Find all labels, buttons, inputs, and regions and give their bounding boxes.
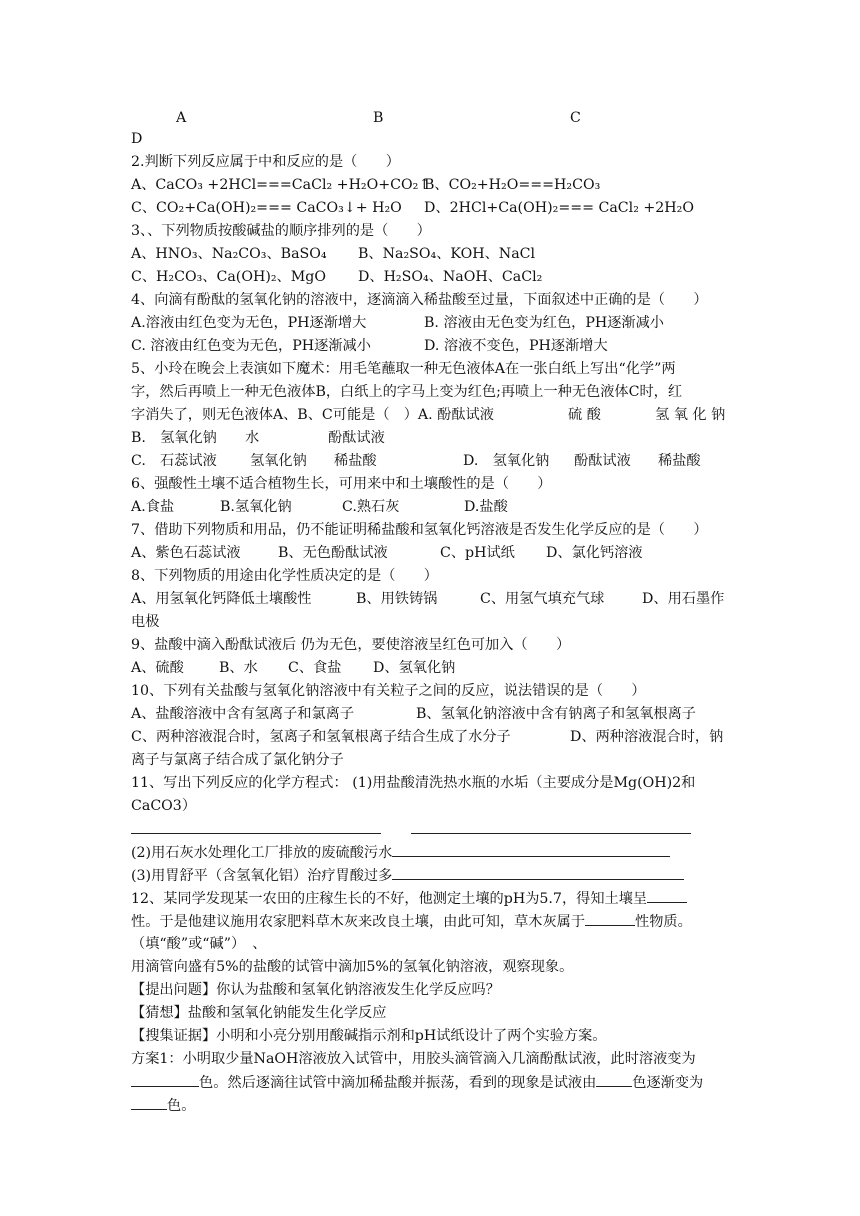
- q1-choice-b: B: [373, 110, 384, 126]
- plan1-text-2b: 色逐渐变为: [632, 1075, 704, 1091]
- q2-option-c: C、CO₂+Ca(OH)₂=== CaCO₃↓+ H₂O: [131, 200, 402, 216]
- q5-option-d-2: 酚酞试液: [574, 453, 631, 469]
- q5-option-a-3: 氢 氧 化 钠: [655, 407, 726, 423]
- q11-part-3: (3)用胃舒平（含氢氧化铝）治疗胃酸过多: [131, 868, 393, 884]
- plan1-text-2a: 色。然后逐滴往试管中滴加稀盐酸并振荡，看到的现象是试液由: [199, 1075, 597, 1091]
- plan1-text-3: 色。: [167, 1098, 196, 1114]
- q12-text-1: 12、某同学发现某一农田的庄稼生长的不好，他测定土壤的pH为5.7，得知土壤呈: [131, 891, 648, 907]
- q12-text-2b: 性物质。: [635, 914, 692, 930]
- q4-option-a: A.溶液由红色变为无色，PH逐渐增大: [131, 315, 367, 331]
- q4-option-c: C. 溶液由红色变为无色，PH逐渐减小: [131, 338, 371, 354]
- q8-stem: 8、下列物质的用途由化学性质决定的是（ ）: [131, 568, 438, 584]
- q12-line-2: [131, 910, 692, 933]
- q12-blank-2[interactable]: [585, 910, 635, 926]
- q11-blank-1a[interactable]: [131, 818, 381, 834]
- q6-option-c: C.熟石灰: [342, 499, 400, 515]
- q10-option-b: B、氢氧化钠溶液中含有钠离子和氢氧根离子: [416, 706, 696, 722]
- q12-blank-1[interactable]: [647, 887, 687, 903]
- q5-option-c-2: 氢氧化钠: [250, 453, 307, 469]
- q7-option-a: A、紫色石蕊试液: [131, 545, 241, 561]
- q7-option-d: D、氯化钙溶液: [546, 545, 643, 561]
- q2-option-a: A、CaCO₃ +2HCl===CaCl₂ +H₂O+CO₂↑: [131, 177, 431, 193]
- q5-line-1: 5、小玲在晚会上表演如下魔术：用毛笔蘸取一种无色液体A在一张白纸上写出“化学”两: [131, 361, 676, 377]
- q1-choice-d: D: [131, 131, 143, 147]
- q9-option-c: C、食盐: [288, 660, 342, 676]
- plan1-blank-3[interactable]: [131, 1094, 167, 1110]
- q11-line-1: 11、写出下列反应的化学方程式： (1)用盐酸清洗热水瓶的水垢（主要成分是Mg(OH)2和: [131, 775, 696, 791]
- q11-line-5: [131, 864, 684, 887]
- q5-option-b-1: B. 氢氧化钠: [131, 430, 217, 446]
- q11-blank-2[interactable]: [392, 841, 670, 857]
- plan1-blank-1[interactable]: [131, 1071, 199, 1087]
- q6-option-b: B.氢氧化钠: [220, 499, 292, 515]
- q8-option-d-cont: 电极: [131, 614, 160, 630]
- q9-stem: 9、盐酸中滴入酚酞试液后 仍为无色，要使溶液呈红色可加入（ ）: [131, 637, 571, 653]
- q6-option-a: A.食盐: [131, 499, 175, 515]
- q11-line-2: CaCO3）: [131, 798, 197, 814]
- q3-option-a: A、HNO₃、Na₂CO₃、BaSO₄: [131, 246, 327, 262]
- q4-option-b: B. 溶液由无色变为红色，PH逐渐减小: [424, 315, 664, 331]
- q3-option-c: C、H₂CO₃、Ca(OH)₂、MgO: [131, 269, 326, 285]
- q3-stem: 3、、下列物质按酸碱盐的顺序排列的是（ ）: [131, 223, 431, 239]
- q12-line-1: [131, 887, 687, 910]
- q2-option-b: B、CO₂+H₂O===H₂CO₃: [424, 177, 601, 193]
- q8-option-c: C、用氢气填充气球: [480, 591, 605, 607]
- q6-option-d: D.盐酸: [464, 499, 508, 515]
- experiment-guess: 【猜想】盐酸和氢氧化钠能发生化学反应: [131, 1005, 387, 1021]
- plan1-line-2: [131, 1071, 703, 1094]
- q12-text-2a: 性。于是他建议施用农家肥料草木灰来改良土壤，由此可知，草木灰属于: [131, 914, 586, 930]
- q10-option-d-cont: 离子与氯离子结合成了氯化钠分子: [131, 752, 344, 768]
- q3-option-b: B、Na₂SO₄、KOH、NaCl: [358, 246, 536, 262]
- plan1-line-3: [131, 1094, 195, 1117]
- q10-option-c: C、两种溶液混合时，氢离子和氢氧根离子结合生成了水分子: [131, 729, 511, 745]
- q5-option-a-2: 硫 酸: [568, 407, 601, 423]
- q1-choice-a: A: [176, 110, 187, 126]
- q9-option-d: D、氢氧化钠: [373, 660, 456, 676]
- q5-option-c-1: C. 石蕊试液: [131, 453, 217, 469]
- experiment-evidence: 【搜集证据】小明和小亮分别用酸碱指示剂和pH试纸设计了两个实验方案。: [131, 1028, 607, 1044]
- plan1-blank-2[interactable]: [596, 1071, 632, 1087]
- q10-stem: 10、下列有关盐酸与氢氧化钠溶液中有关粒子之间的反应，说法错误的是（ ）: [131, 683, 646, 699]
- q2-option-d: D、2HCl+Ca(OH)₂=== CaCl₂ +2H₂O: [424, 200, 694, 216]
- q11-blank-1b[interactable]: [411, 818, 691, 834]
- q5-option-b-3: 酚酞试液: [328, 430, 385, 446]
- q8-option-b: B、用铁铸锅: [356, 591, 438, 607]
- q7-option-b: B、无色酚酞试液: [278, 545, 388, 561]
- q5-line-2: 字，然后再喷上一种无色液体B，白纸上的字马上变为红色;再喷上一种无色液体C时，红: [131, 384, 683, 400]
- q5-line-3: 字消失了，则无色液体A、B、C可能是（ ）A. 酚酞试液: [131, 407, 494, 423]
- q7-option-c: C、pH试纸: [440, 545, 515, 561]
- q7-stem: 7、借助下列物质和用品，仍不能证明稀盐酸和氢氧化钙溶液是否发生化学反应的是（ ）: [131, 522, 708, 538]
- q4-option-d: D. 溶液不变色，PH逐渐增大: [424, 338, 608, 354]
- q3-option-d: D、H₂SO₄、NaOH、CaCl₂: [358, 269, 543, 285]
- q4-stem: 4、向滴有酚酞的氢氧化钠的溶液中，逐滴滴入稀盐酸至过量，下面叙述中正确的是（ ）: [131, 292, 708, 308]
- q8-option-d: D、用石墨作: [642, 591, 725, 607]
- experiment-question: 【提出问题】你认为盐酸和氢氧化钠溶液发生化学反应吗？: [131, 982, 500, 998]
- q10-option-a: A、盐酸溶液中含有氢离子和氯离子: [131, 706, 355, 722]
- q1-choices: [0, 107, 860, 129]
- q8-option-a: A、用氢氧化钙降低土壤酸性: [131, 591, 312, 607]
- q11-part-2: (2)用石灰水处理化工厂排放的废硫酸污水: [131, 845, 393, 861]
- q5-option-d-3: 稀盐酸: [658, 453, 701, 469]
- plan1-line-1: 方案1：小明取少量NaOH溶液放入试管中，用胶头滴管滴入几滴酚酞试液，此时溶液变为: [131, 1051, 696, 1067]
- q9-option-b: B、水: [219, 660, 258, 676]
- experiment-intro: 用滴管向盛有5%的盐酸的试管中滴加5%的氢氧化钠溶液，观察现象。: [131, 959, 574, 975]
- q5-option-b-2: 水: [245, 430, 260, 446]
- q11-blank-3[interactable]: [392, 864, 684, 880]
- q5-option-c-3: 稀盐酸: [334, 453, 377, 469]
- q1-choice-c: C: [570, 110, 581, 126]
- q5-option-d-1: D. 氢氧化钠: [463, 453, 550, 469]
- q2-stem: 2.判断下列反应属于中和反应的是（ ）: [131, 154, 400, 170]
- q6-stem: 6、强酸性土壤不适合植物生长，可用来中和土壤酸性的是（ ）: [131, 476, 552, 492]
- q12-line-3: （填“酸”或“碱”） 、: [131, 936, 267, 952]
- q11-answer-blanks: [131, 818, 731, 840]
- q10-option-d: D、两种溶液混合时，钠: [570, 729, 724, 745]
- q9-option-a: A、硫酸: [131, 660, 184, 676]
- q11-line-4: [131, 841, 670, 864]
